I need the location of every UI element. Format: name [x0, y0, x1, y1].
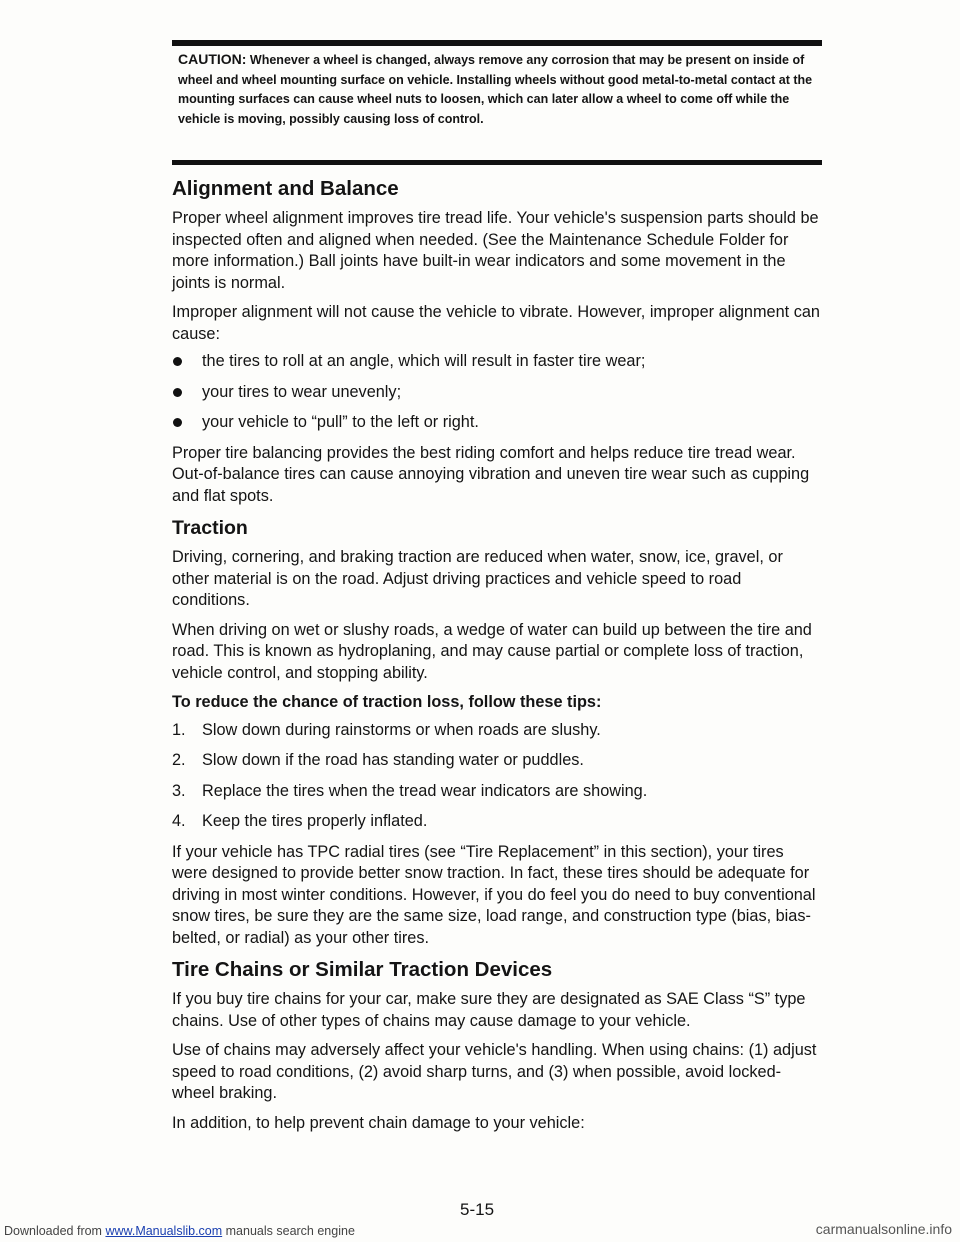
- traction-paragraph-3: If your vehicle has TPC radial tires (see “Tire Replacement” in this section), your tires were designed to provide better snow traction. In fact, these tires should be adequate for driving in most winter conditions. However, if you do feel you do need to buy conventional snow tires, be sure they are the same size, load range, and construction type (bias, bias-belted, or radial) as your other tires.: [172, 842, 816, 947]
- watermark: carmanualsonline.info: [815, 1221, 952, 1237]
- chains-section: [172, 957, 822, 1134]
- tip-text: Keep the tires properly inflated.: [202, 812, 428, 830]
- tip-text: Slow down during rainstorms or when roads are slushy.: [202, 720, 601, 739]
- list-item: [172, 750, 822, 772]
- footer-suffix: manuals search engine: [222, 1224, 355, 1238]
- chains-paragraph-1: If you buy tire chains for your car, make sure they are designated as SAE Class “S” type chains. Use of other types of chains may cause damage to your vehicle.: [172, 990, 806, 1030]
- alignment-heading: Alignment and Balance: [172, 177, 399, 200]
- list-item: your vehicle to “pull” to the left or right.: [172, 412, 822, 434]
- traction-section: [172, 515, 822, 949]
- chains-heading: Tire Chains or Similar Traction Devices: [172, 958, 553, 981]
- alignment-paragraph-1: Proper wheel alignment improves tire tread life. Your vehicle's suspension parts should be inspected often and aligned when needed. (See the Maintenance Schedule Folder for more information.) Ball joints have built-in wear indicators and some movement in the joints is normal.: [172, 209, 819, 292]
- list-item: [172, 720, 822, 742]
- caution-box: [178, 50, 818, 129]
- traction-heading: Traction: [172, 517, 248, 539]
- main-content: [172, 176, 822, 1142]
- footer-prefix: Downloaded from: [4, 1224, 106, 1238]
- chains-paragraph-2: Use of chains may adversely affect your vehicle's handling. When using chains: (1) adjust speed to road conditions, (2) avoid sharp turns, and (3) when possible, avoid locked-wheel braking.: [172, 1041, 817, 1102]
- tip-text: Slow down if the road has standing water or puddles.: [202, 751, 584, 769]
- caution-top-rule: [172, 40, 822, 46]
- caution-label: CAUTION:: [178, 51, 247, 67]
- traction-tips-heading: To reduce the chance of traction loss, follow these tips:: [172, 693, 602, 711]
- alignment-paragraph-3: Proper tire balancing provides the best riding comfort and helps reduce tire tread wear. Out-of-balance tires can cause annoying vibration and uneven tire wear such as cupping and flat spots.: [172, 443, 810, 505]
- manualslib-link[interactable]: www.Manualslib.com: [105, 1224, 223, 1238]
- list-item: [172, 811, 822, 833]
- tip-number: 4.: [172, 812, 186, 830]
- list-item: [172, 781, 822, 803]
- alignment-section: [172, 176, 822, 507]
- list-item: the tires to roll at an angle, which will result in faster tire wear;: [172, 351, 822, 373]
- tip-number: 3.: [172, 781, 186, 800]
- tip-text: Replace the tires when the tread wear indicators are showing.: [202, 781, 648, 800]
- alignment-paragraph-2: Improper alignment will not cause the vehicle to vibrate. However, improper alignment can cause:: [172, 303, 820, 343]
- caution-text: Whenever a wheel is changed, always remove any corrosion that may be present on inside of wheel and wheel mounting surface on vehicle. Installing wheels without good metal-to-metal contact at the mounting surfaces can cause wheel nuts to loosen, which can later allow a wheel to come off while the vehicle is moving, possibly causing loss of control.: [178, 53, 813, 126]
- traction-paragraph-2: When driving on wet or slushy roads, a wedge of water can build up between the tire and road. This is known as hydroplaning, and may cause partial or complete loss of traction, vehicle control, and stopping ability.: [172, 620, 812, 682]
- download-footer: [4, 1224, 355, 1238]
- list-item: your tires to wear unevenly;: [172, 382, 822, 404]
- traction-paragraph-1: Driving, cornering, and braking traction are reduced when water, snow, ice, gravel, or other material is on the road. Adjust driving practices and vehicle speed to road conditions.: [172, 548, 783, 609]
- chains-paragraph-3: In addition, to help prevent chain damage to your vehicle:: [172, 1113, 585, 1132]
- tip-number: 1.: [172, 720, 186, 739]
- alignment-bullet-list: [172, 351, 822, 434]
- tip-number: 2.: [172, 751, 186, 769]
- page-number: 5-15: [460, 1200, 495, 1219]
- caution-bottom-rule: [172, 160, 822, 165]
- traction-tips-list: [172, 720, 822, 833]
